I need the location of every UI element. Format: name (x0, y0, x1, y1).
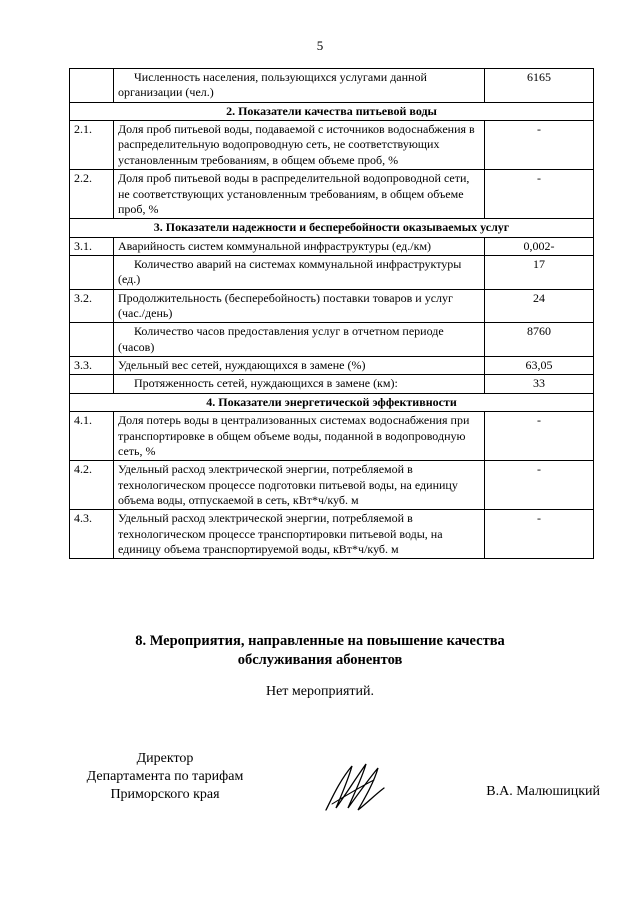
indicator-number (70, 69, 114, 103)
indicator-number (70, 375, 114, 393)
indicator-number: 4.3. (70, 510, 114, 559)
indicator-value: - (485, 461, 594, 510)
no-measures-note: Нет мероприятий. (265, 684, 375, 699)
indicator-name: Удельный расход электрической энергии, потребляемой в технологическом процессе транспортировки питьевой воды, на единицу объема транспортируемой воды, кВт*ч/куб. м (114, 510, 485, 559)
indicator-name: Продолжительность (бесперебойность) поставки товаров и услуг (час./день) (114, 289, 485, 323)
indicator-number: 4.2. (70, 461, 114, 510)
table-row (70, 357, 594, 375)
signatory-name: В.А. Малюшицкий (486, 784, 600, 799)
page-number: 5 (316, 38, 324, 53)
section-8-heading (0, 632, 640, 670)
table-row (70, 289, 594, 323)
indicator-name: Доля проб питьевой воды, подаваемой с источников водоснабжения в распределительную водопроводную сеть, не соответствующих установленным требованиям, в общем объеме проб, % (114, 121, 485, 170)
section-8-heading-line2: обслуживания абонентов (237, 651, 403, 668)
indicator-value: 33 (485, 375, 594, 393)
table-row (70, 255, 594, 289)
indicator-value: 6165 (485, 69, 594, 103)
table-row (70, 170, 594, 219)
indicator-value: 24 (485, 289, 594, 323)
signatory-title-line3: Приморского края (110, 787, 220, 803)
indicator-number (70, 255, 114, 289)
table-row (70, 510, 594, 559)
indicator-value: 17 (485, 255, 594, 289)
indicator-name: Количество часов предоставления услуг в отчетном периоде (часов) (114, 323, 485, 357)
indicator-value: 8760 (485, 323, 594, 357)
indicator-number: 3.1. (70, 237, 114, 255)
indicator-number: 2.1. (70, 121, 114, 170)
section-header-row (70, 219, 594, 237)
indicator-value: - (485, 510, 594, 559)
indicator-value: - (485, 412, 594, 461)
indicator-number: 3.2. (70, 289, 114, 323)
indicator-name: Доля потерь воды в централизованных системах водоснабжения при транспортировке в общем объеме воды, поданной в водопроводную сеть, % (114, 412, 485, 461)
table-row (70, 412, 594, 461)
table-row (70, 69, 594, 103)
section-header-row (70, 102, 594, 120)
indicator-value: - (485, 121, 594, 170)
section-header: 4. Показатели энергетической эффективности (70, 393, 594, 411)
indicator-number: 2.2. (70, 170, 114, 219)
section-8-heading-line1: 8. Мероприятия, направленные на повышение качества (135, 633, 505, 649)
indicator-name: Протяженность сетей, нуждающихся в замене (км): (114, 375, 485, 393)
table-row (70, 237, 594, 255)
indicator-value: 63,05 (485, 357, 594, 375)
signatory-title-line1: Директор (136, 751, 194, 766)
table-row (70, 461, 594, 510)
indicator-number: 4.1. (70, 412, 114, 461)
indicator-value: - (485, 170, 594, 219)
indicators-table (69, 68, 594, 559)
indicator-name: Количество аварий на системах коммунальной инфраструктуры (ед.) (114, 255, 485, 289)
table-row (70, 375, 594, 393)
table-row (70, 323, 594, 357)
indicator-number: 3.3. (70, 357, 114, 375)
table-row (70, 121, 594, 170)
signatory-title-line2: Департамента по тарифам (86, 769, 244, 785)
indicator-name: Аварийность систем коммунальной инфраструктуры (ед./км) (114, 237, 485, 255)
indicator-name: Удельный расход электрической энергии, потребляемой в технологическом процессе подготовки питьевой воды, на единицу объема воды, отпускаемой в сеть, кВт*ч/куб. м (114, 461, 485, 510)
indicator-name: Доля проб питьевой воды в распределительной водопроводной сети, не соответствующих установленным требованиям, в общем объеме проб, % (114, 170, 485, 219)
section-header: 2. Показатели качества питьевой воды (70, 102, 594, 120)
indicator-value: 0,002- (485, 237, 594, 255)
section-header-row (70, 393, 594, 411)
indicator-name: Удельный вес сетей, нуждающихся в замене (%) (114, 357, 485, 375)
indicator-name: Численность населения, пользующихся услугами данной организации (чел.) (114, 69, 485, 103)
indicator-number (70, 323, 114, 357)
signatory-title (75, 750, 255, 805)
handwritten-signature (318, 758, 388, 818)
section-header: 3. Показатели надежности и бесперебойности оказываемых услуг (70, 219, 594, 237)
